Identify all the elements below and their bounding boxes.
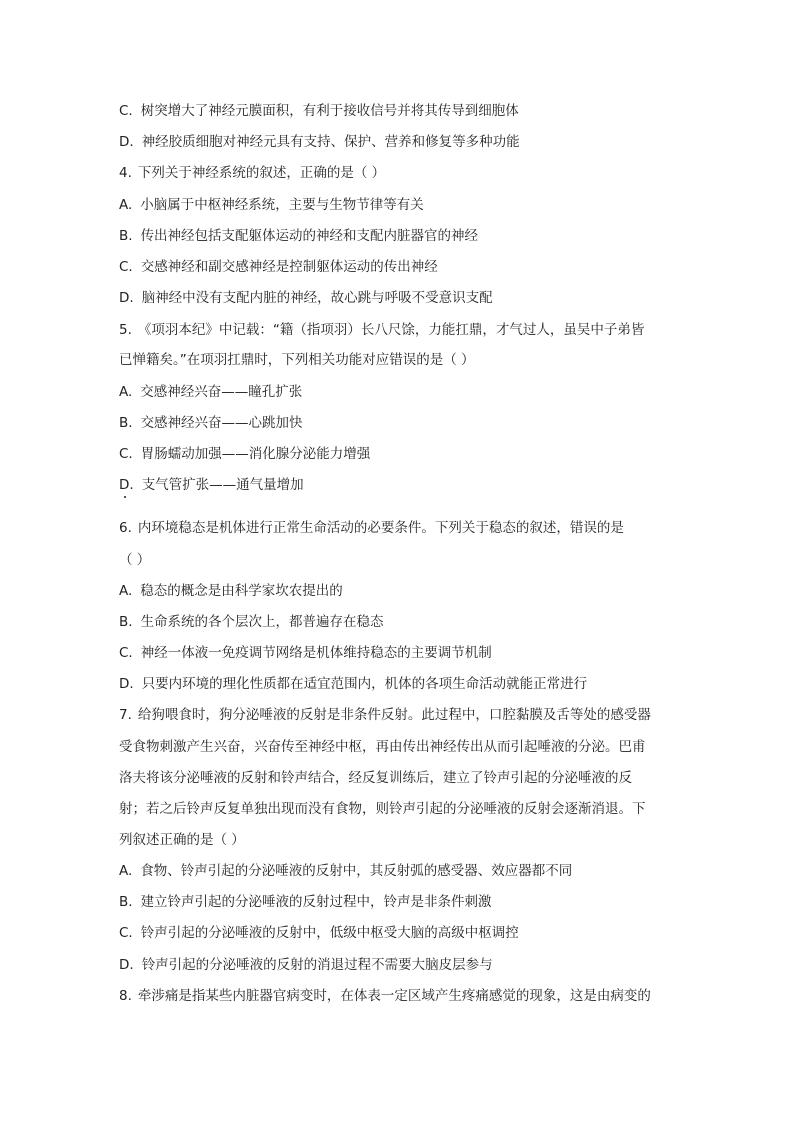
line-text: 牵涉痛是指某些内脏器官病变时，在体表一定区域产生疼痛感觉的现象，这是由病变的 (137, 988, 651, 1004)
question-stem (119, 518, 679, 538)
question-stem-continuation (119, 550, 679, 570)
line-text: 稳态的概念是由科学家坎农提出的 (140, 583, 343, 599)
answer-option (119, 226, 679, 246)
option-letter: C. (119, 446, 133, 462)
line-text: 神经胶质细胞对神经元具有支持、保护、营养和修复等多种功能 (141, 134, 520, 150)
line-text: 受食物刺激产生兴奋，兴奋传至神经中枢，再由传出神经传出从而引起唾液的分泌。巴甫 (119, 739, 646, 755)
question-stem (119, 320, 679, 340)
line-text: 只要内环境的理化性质都在适宜范围内，机体的各项生命活动就能正常进行 (141, 676, 588, 692)
line-text: 神经一体液一免疫调节网络是机体维持稳态的主要调节机制 (140, 645, 492, 661)
question-stem-continuation (119, 737, 679, 757)
line-text: 支气管扩张——通气量增加 (141, 477, 304, 493)
option-letter: C. (119, 925, 133, 941)
question-stem (119, 986, 679, 1006)
line-text: 传出神经包括支配躯体运动的神经和支配内脏器官的神经 (140, 228, 479, 244)
question-stem (119, 163, 679, 183)
line-text: 交感神经兴奋——瞳孔扩张 (140, 384, 303, 400)
line-text: 下列关于神经系统的叙述，正确的是（ ） (137, 165, 386, 181)
option-letter: A. (119, 583, 133, 599)
option-letter: B. (119, 415, 133, 431)
line-text: 铃声引起的分泌唾液的反射中，低级中枢受大脑的高级中枢调控 (140, 925, 519, 941)
line-text: 生命系统的各个层次上，都普遍存在稳态 (140, 614, 384, 630)
line-text: 已惮籍矣。”在项羽扛鼎时，下列相关功能对应错误的是（ ） (119, 352, 475, 368)
question-stem-continuation (119, 768, 679, 788)
question-stem-continuation (119, 350, 679, 370)
question-stem (119, 705, 679, 725)
answer-option (119, 923, 679, 943)
option-letter: A. (119, 197, 133, 213)
line-text: 小脑属于中枢神经系统，主要与生物节律等有关 (140, 197, 424, 213)
option-letter: B. (119, 614, 133, 630)
option-letter: A. (119, 863, 133, 879)
line-text: 列叙述正确的是（ ） (119, 832, 245, 848)
answer-option (119, 861, 679, 881)
question-number: 4. (119, 165, 132, 181)
option-letter: B. (119, 894, 133, 910)
answer-option (119, 195, 679, 215)
answer-option (119, 581, 679, 601)
answer-option (119, 892, 679, 912)
answer-option (119, 475, 679, 495)
option-letter: D. (119, 134, 134, 150)
line-text: （ ） (119, 552, 151, 568)
line-text: 交感神经兴奋——心跳加快 (140, 415, 303, 431)
line-text: 食物、铃声引起的分泌唾液的反射中，其反射弧的感受器、效应器都不同 (140, 863, 573, 879)
answer-option (119, 643, 679, 663)
question-number: 8. (119, 988, 132, 1004)
line-text: 胃肠蠕动加强——消化腺分泌能力增强 (140, 446, 371, 462)
option-letter: A. (119, 384, 133, 400)
option-letter: B. (119, 228, 133, 244)
line-text: 脑神经中没有支配内脏的神经，故心跳与呼吸不受意识支配 (141, 290, 493, 306)
question-number: 5. (119, 322, 132, 338)
answer-option (119, 612, 679, 632)
line-text: 建立铃声引起的分泌唾液的反射过程中，铃声是非条件刺激 (140, 894, 492, 910)
line-text: 树突增大了神经元膜面积，有利于接收信号并将其传导到细胞体 (140, 103, 519, 119)
line-text: 《项羽本纪》中记载：“籍（指项羽）长八尺馀，力能扛鼎，才气过人，虽吴中子弟皆 (137, 322, 645, 338)
line-text: 洛夫将该分泌唾液的反射和铃声结合，经反复训练后，建立了铃声引起的分泌唾液的反 (119, 770, 632, 786)
answer-option (119, 288, 679, 308)
answer-option (119, 444, 679, 464)
question-stem-continuation (119, 830, 679, 850)
question-number: 6. (119, 520, 132, 536)
option-letter: C. (119, 103, 133, 119)
option-letter: D. (119, 477, 134, 493)
answer-option (119, 101, 679, 121)
question-stem-continuation (119, 799, 679, 819)
option-letter: D. (119, 290, 134, 306)
answer-option (119, 674, 679, 694)
option-letter: D. (119, 957, 134, 973)
option-letter: C. (119, 645, 133, 661)
line-text: 铃声引起的分泌唾液的反射的消退过程不需要大脑皮层参与 (141, 957, 493, 973)
stray-dot-mark (124, 496, 126, 498)
answer-option (119, 413, 679, 433)
line-text: 射；若之后铃声反复单独出现而没有食物，则铃声引起的分泌唾液的反射会逐渐消退。下 (119, 801, 646, 817)
question-number: 7. (119, 707, 132, 723)
answer-option (119, 132, 679, 152)
answer-option (119, 382, 679, 402)
line-text: 交感神经和副交感神经是控制躯体运动的传出神经 (140, 259, 438, 275)
option-letter: C. (119, 259, 133, 275)
line-text: 给狗喂食时，狗分泌唾液的反射是非条件反射。此过程中，口腔黏膜及舌等处的感受器 (137, 707, 651, 723)
answer-option (119, 955, 679, 975)
option-letter: D. (119, 676, 134, 692)
line-text: 内环境稳态是机体进行正常生命活动的必要条件。下列关于稳态的叙述，错误的是 (137, 520, 624, 536)
answer-option (119, 257, 679, 277)
